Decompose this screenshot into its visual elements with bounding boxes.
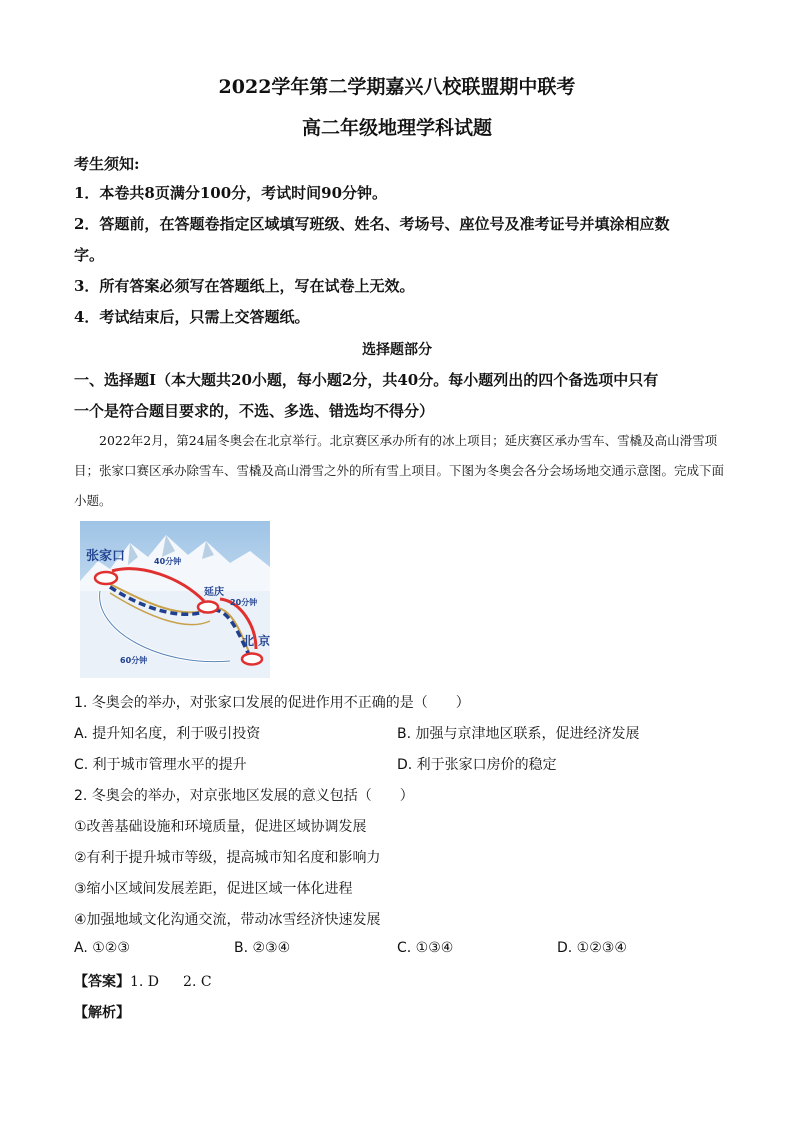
question-2-option-d: D. ①②③④ xyxy=(557,940,627,956)
instruction-item: 4．考试结束后，只需上交答题纸。 xyxy=(74,308,310,326)
answer-label: 【答案】 xyxy=(74,974,130,990)
instruction-item: 3．所有答案必须写在答题纸上，写在试卷上无效。 xyxy=(74,277,415,295)
label-yanqing: 延庆 xyxy=(204,587,224,598)
analysis-label: 【解析】 xyxy=(74,1005,130,1021)
question-1-option-c: C. 利于城市管理水平的提升 xyxy=(74,757,247,773)
section-heading-line1: 一、选择题Ⅰ（本大题共20小题，每小题2分，共40分。每小题列出的四个备选项中只有 xyxy=(74,371,659,389)
question-2-statement: ④加强地域文化沟通交流，带动冰雪经济快速发展 xyxy=(74,912,381,928)
label-time-40: 40分钟 xyxy=(154,557,182,566)
question-2-option-c: C. ①③④ xyxy=(397,940,454,956)
question-2-statement: ③缩小区域间发展差距，促进区域一体化进程 xyxy=(74,881,353,897)
section-heading-line2: 一个是符合题目要求的，不选、多选、错选均不得分） xyxy=(74,402,435,420)
node-yanqing xyxy=(198,602,218,613)
question-2-option-a: A. ①②③ xyxy=(74,940,130,956)
question-1-option-d: D. 利于张家口房价的稳定 xyxy=(397,757,557,773)
answer-q1: 1. D xyxy=(130,974,160,990)
question-1-stem: 1. 冬奥会的举办，对张家口发展的促进作用不正确的是（ ） xyxy=(74,695,470,711)
answer-line xyxy=(74,971,212,991)
instruction-item: 字。 xyxy=(74,246,105,264)
question-2-stem: 2. 冬奥会的举办，对京张地区发展的意义包括（ ） xyxy=(74,788,414,804)
label-beijing: 北 京 xyxy=(242,634,270,648)
label-time-20: 20分钟 xyxy=(230,598,258,607)
question-1-option-a: A. 提升知名度，利于吸引投资 xyxy=(74,726,261,742)
node-beijing xyxy=(242,654,262,665)
instructions-heading: 考生须知: xyxy=(74,155,140,173)
question-1-option-b: B. 加强与京津地区联系，促进经济发展 xyxy=(397,726,640,742)
olympic-venue-transport-map xyxy=(80,521,270,678)
reading-passage: 2022年2月，第24届冬奥会在北京举行。北京赛区承办所有的冰上项目；延庆赛区承办雪车、雪橇及高山滑雪项目；张家口赛区承办除雪车、雪橇及高山滑雪之外的所有雪上项目。下图为冬奥会各分会场场地交通示意图。完成下面小题。 xyxy=(74,433,725,508)
exam-title: 2022学年第二学期嘉兴八校联盟期中联考 xyxy=(218,76,576,98)
label-zhangjiakou: 张家口 xyxy=(86,549,126,564)
answer-q2: 2. C xyxy=(183,974,212,990)
section-title: 选择题部分 xyxy=(362,342,432,358)
node-zhangjiakou xyxy=(95,572,117,584)
question-2-option-b: B. ②③④ xyxy=(234,940,291,956)
exam-subtitle: 高二年级地理学科试题 xyxy=(301,117,492,139)
label-time-60: 60分钟 xyxy=(120,656,148,665)
instruction-item: 2．答题前，在答题卷指定区域填写班级、姓名、考场号、座位号及准考证号并填涂相应数 xyxy=(74,215,670,233)
instruction-item: 1．本卷共8页满分100分，考试时间90分钟。 xyxy=(74,184,388,202)
question-2-statement: ②有利于提升城市等级，提高城市知名度和影响力 xyxy=(74,850,381,866)
question-2-statement: ①改善基础设施和环境质量，促进区域协调发展 xyxy=(74,819,367,835)
